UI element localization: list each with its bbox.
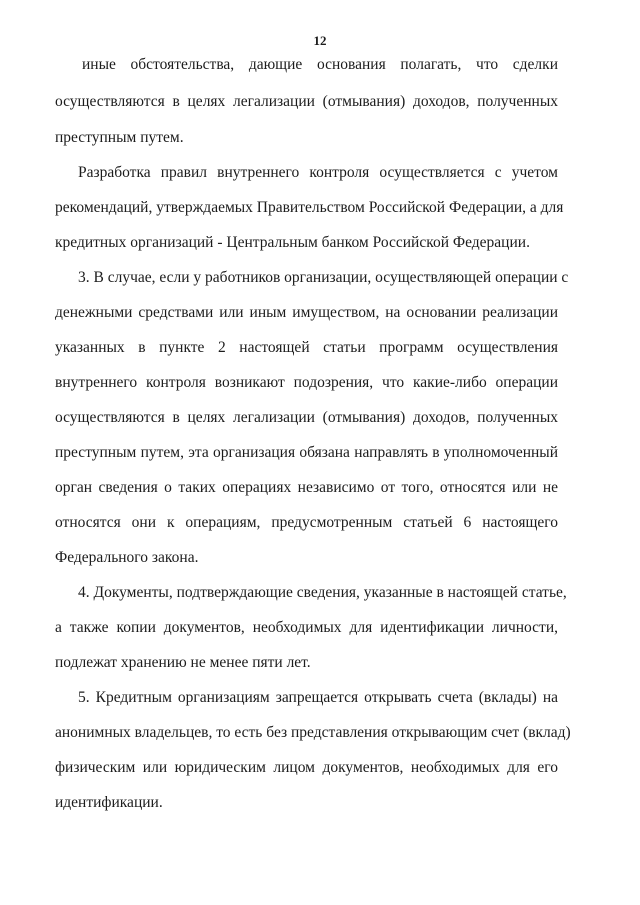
text-line: преступным путем, эта организация обязана направлять в уполномоченный xyxy=(55,444,558,461)
text-line: указанных в пункте 2 настоящей статьи программ осуществления xyxy=(55,339,558,356)
text-line: Разработка правил внутреннего контроля осуществляется с учетом xyxy=(78,164,558,181)
text-line: внутреннего контроля возникают подозрения, что какие-либо операции xyxy=(55,374,558,391)
text-line: осуществляются в целях легализации (отмывания) доходов, полученных xyxy=(55,409,558,426)
text-line: орган сведения о таких операциях независимо от того, относятся или не xyxy=(55,479,558,496)
text-line: идентификации. xyxy=(55,794,163,811)
text-line: физическим или юридическим лицом документов, необходимых для его xyxy=(55,759,558,776)
text-line: преступным путем. xyxy=(55,129,184,146)
text-line: относятся они к операциям, предусмотренным статьей 6 настоящего xyxy=(55,514,558,531)
text-line: рекомендаций, утверждаемых Правительством Российской Федерации, а для xyxy=(55,199,564,216)
text-line: 5. Кредитным организациям запрещается открывать счета (вклады) на xyxy=(78,689,558,706)
text-line: подлежат хранению не менее пяти лет. xyxy=(55,654,311,671)
text-line: 3. В случае, если у работников организации, осуществляющей операции с xyxy=(78,269,569,286)
text-line: осуществляются в целях легализации (отмывания) доходов, полученных xyxy=(55,93,558,110)
text-line: кредитных организаций - Центральным банком Российской Федерации. xyxy=(55,234,530,251)
text-line: денежными средствами или иным имуществом, на основании реализации xyxy=(55,304,558,321)
text-line: анонимных владельцев, то есть без представления открывающим счет (вклад) xyxy=(55,724,571,741)
page-number: 12 xyxy=(313,33,327,48)
text-line: а также копии документов, необходимых для идентификации личности, xyxy=(55,619,558,636)
text-line: иные обстоятельства, дающие основания полагать, что сделки xyxy=(82,56,558,73)
text-line: Федерального закона. xyxy=(55,549,199,566)
text-line: 4. Документы, подтверждающие сведения, указанные в настоящей статье, xyxy=(78,584,567,601)
